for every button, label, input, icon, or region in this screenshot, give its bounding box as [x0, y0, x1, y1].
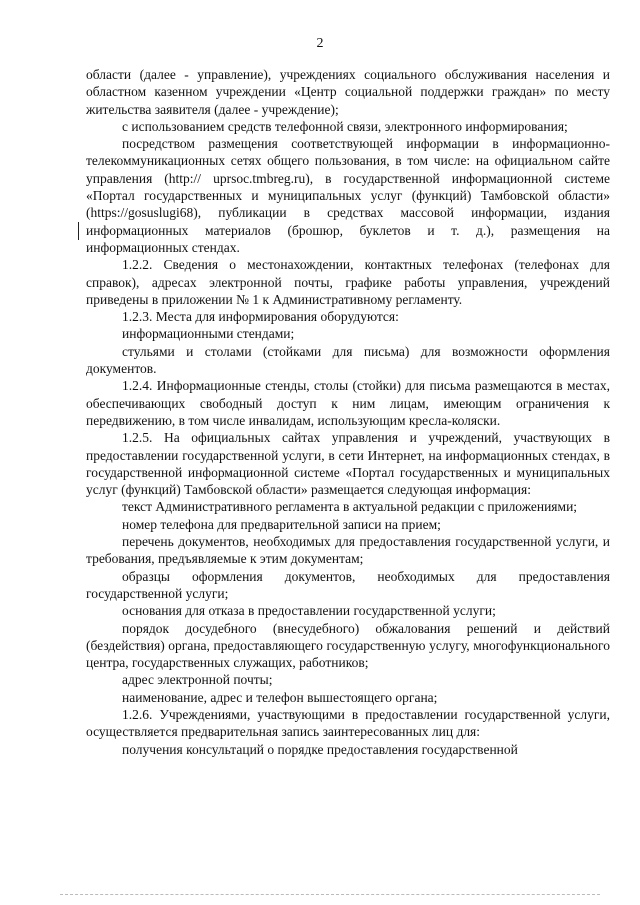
- paragraph: текст Административного регламента в актуальной редакции с приложениями;: [122, 499, 578, 515]
- paragraph: стульями и столами (стойками для письма) для возможности оформления документов.: [86, 343, 610, 377]
- paragraph: 1.2.3. Места для информирования оборудуются:: [122, 309, 399, 325]
- paragraph: информационными стендами;: [122, 326, 295, 342]
- paragraph: адрес электронной почты;: [122, 672, 273, 688]
- scan-edge-line: [60, 894, 600, 896]
- paragraph: порядок досудебного (внесудебного) обжалования решений и действий (бездействия) органа, предоставляющего государственную услугу, многофункционального центра, государственных служащих, работников;: [86, 620, 610, 671]
- paragraph: посредством размещения соответствующей информации в информационно-телекоммуникационных сетях общего пользования, в том числе: на официальном сайте управления (http:// uprsoc.tmbreg.ru), в государственной информационной системе «Портал государственных и муниципальных услуг (функций) Тамбовской области» (https://gosuslugi68), публикации в средствах массовой информации, издания информационных материалов (брошюр, буклетов и т. д.), размещения на информационных стендах.: [86, 136, 610, 255]
- paragraph: 1.2.2. Сведения о местонахождении, контактных телефонах (телефонах для справок), адресах электронной почты, графике работы управления, учреждений приведены в приложении № 1 к Административному регламенту.: [86, 257, 610, 307]
- document-body: [86, 66, 610, 758]
- paragraph: 1.2.5. На официальных сайтах управления и учреждений, участвующих в предоставлении государственной услуги, в сети Интернет, на информационных стендах, в государственной информационной системе «Портал государственных и муниципальных услуг (функций) Тамбовской области» размещается следующая информация:: [86, 430, 610, 498]
- paragraph: 1.2.6. Учреждениями, участвующими в предоставлении государственной услуги, осуществляется предварительная запись заинтересованных лиц для:: [86, 706, 610, 740]
- paragraph: образцы оформления документов, необходимых для предоставления государственной услуги;: [86, 568, 610, 601]
- paragraph: наименование, адрес и телефон вышестоящего органа;: [122, 689, 438, 705]
- paragraph: 1.2.4. Информационные стенды, столы (стойки) для письма размещаются в местах, обеспечивающих свободный доступ к ним лицам, имеющим ограничения к передвижению, в том числе инвалидам, использующим кресла-коляски.: [86, 378, 610, 428]
- page-number: 2: [316, 36, 324, 51]
- margin-change-bar: [78, 222, 79, 240]
- paragraph: области (далее - управление), учреждениях социального обслуживания населения и областном казенном учреждении «Центр социальной поддержки граждан» по месту жительства заявителя (далее - учреждение);: [86, 67, 610, 117]
- paragraph: номер телефона для предварительной записи на прием;: [122, 516, 441, 532]
- paragraph: получения консультаций о порядке предоставления государственной: [122, 741, 518, 757]
- paragraph: перечень документов, необходимых для предоставления государственной услуги, и требования, предъявляемые к этим документам;: [86, 534, 610, 567]
- paragraph: основания для отказа в предоставлении государственной услуги;: [122, 603, 496, 619]
- paragraph: с использованием средств телефонной связи, электронного информирования;: [122, 118, 568, 134]
